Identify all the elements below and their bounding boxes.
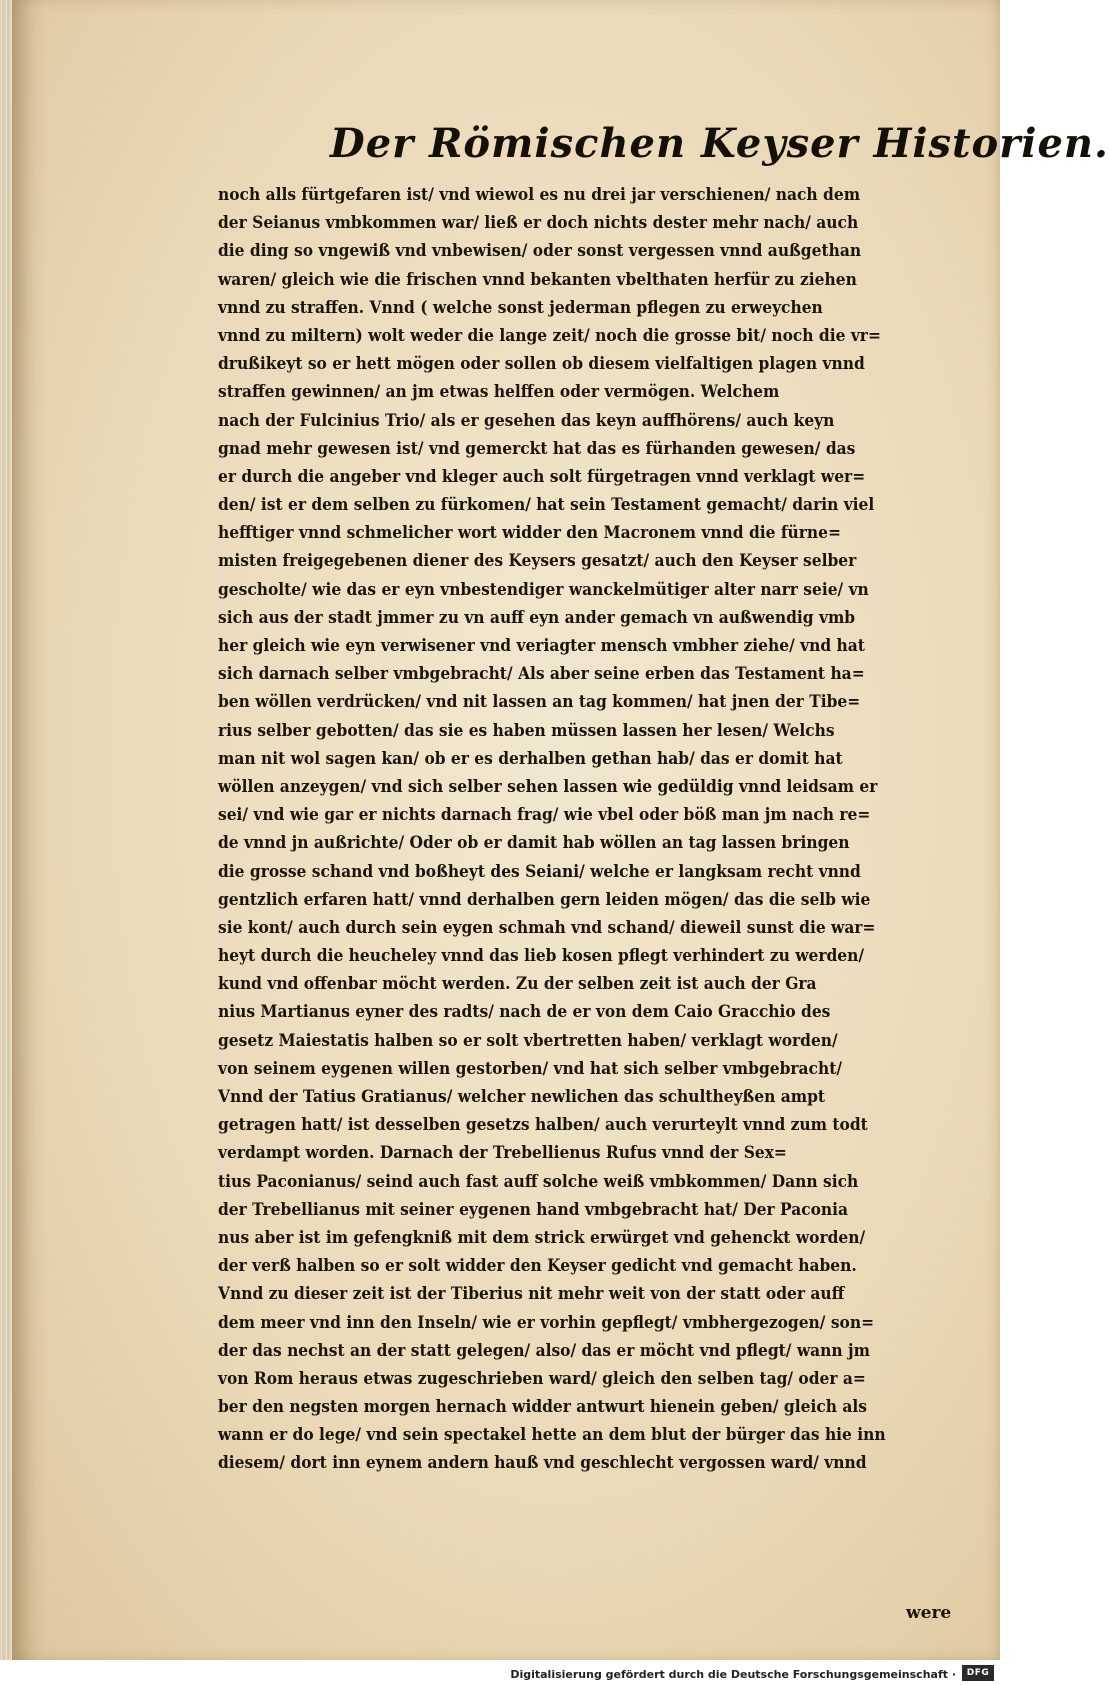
- text-line: heyt durch die heucheley vnnd das lieb kosen pflegt verhindert zu werden/: [218, 945, 865, 966]
- text-line: die ding so vngewiß vnd vnbewisen/ oder sonst vergessen vnnd außgethan: [218, 240, 862, 261]
- text-block: [218, 180, 978, 1477]
- text-line: wann er do lege/ vnd sein spectakel hette an dem blut der bürger das hie inn: [218, 1424, 886, 1445]
- text-line: nach der Fulcinius Trio/ als er gesehen das keyn auffhörens/ auch keyn: [218, 409, 835, 430]
- text-line: noch alls fürtgefaren ist/ vnd wiewol es nu drei jar verschienen/ nach dem: [218, 184, 861, 204]
- text-line: gnad mehr gewesen ist/ vnd gemerckt hat das es fürhanden gewesen/ das: [218, 437, 856, 458]
- text-line: dem meer vnd inn den Inseln/ wie er vorhin gepflegt/ vmbhergezogen/ son=: [218, 1311, 875, 1332]
- text-line: rius selber gebotten/ das sie es haben müssen lassen her lesen/ Welchs: [218, 719, 835, 740]
- catchword: were: [906, 1603, 952, 1623]
- text-line: er durch die angeber vnd kleger auch solt fürgetragen vnnd verklagt wer=: [218, 465, 866, 486]
- text-line: kund vnd offenbar möcht werden. Zu der selben zeit ist auch der Gra: [218, 973, 817, 994]
- text-line: vnnd zu miltern) wolt weder die lange zeit/ noch die grosse bit/ noch die vr=: [218, 324, 881, 345]
- text-line: Vnnd zu dieser zeit ist der Tiberius nit mehr weit von der statt oder auff: [218, 1283, 845, 1304]
- text-line: die grosse schand vnd boßheyt des Seiani/ welche er langksam recht vnnd: [218, 860, 861, 881]
- text-line: der Trebellianus mit seiner eygenen hand vmbgebracht hat/ Der Paconia: [218, 1198, 849, 1219]
- text-line: nius Martianus eyner des radts/ nach de er von dem Caio Gracchio des: [218, 1001, 831, 1022]
- text-line: gesetz Maiestatis halben so er solt vbertretten haben/ verklagt worden/: [218, 1029, 838, 1050]
- text-line: sei/ vnd wie gar er nichts darnach frag/ wie vbel oder böß man jm nach re=: [218, 804, 871, 825]
- text-line: den/ ist er dem selben zu fürkomen/ hat sein Testament gemacht/ darin viel: [218, 494, 875, 515]
- text-line: von Rom heraus etwas zugeschrieben ward/ gleich den selben tag/ oder a=: [218, 1367, 866, 1388]
- text-line: gescholte/ wie das er eyn vnbestendiger wanckelmütiger alter narr seie/ vn: [218, 578, 869, 599]
- text-line: man nit wol sagen kan/ ob er es derhalben gethan hab/ das er domit hat: [218, 747, 843, 768]
- text-line: misten freigegebenen diener des Keysers gesatzt/ auch den Keyser selber: [218, 550, 857, 571]
- text-line: diesem/ dort inn eynem andern hauß vnd geschlecht vergossen ward/ vnnd: [218, 1452, 867, 1473]
- text-line: ber den negsten morgen hernach widder antwurt hienein geben/ gleich als: [218, 1396, 867, 1417]
- text-line: nus aber ist im gefengkniß mit dem strick erwürget vnd gehenckt worden/: [218, 1226, 866, 1247]
- text-line: wöllen anzeygen/ vnd sich selber sehen lassen wie gedüldig vnnd leidsam er: [218, 775, 878, 796]
- text-line: Vnnd der Tatius Gratianus/ welcher newlichen das schultheyßen ampt: [218, 1086, 826, 1106]
- text-line: straffen gewinnen/ an jm etwas helffen oder vermögen. Welchem: [218, 381, 780, 402]
- text-line: getragen hatt/ ist desselben gesetzs halben/ auch verurteylt vnnd zum todt: [218, 1114, 868, 1135]
- dfg-logo-icon: DFG: [962, 1665, 994, 1681]
- text-line: gentzlich erfaren hatt/ vnnd derhalben gern leiden mögen/ das die selb wie: [218, 888, 871, 909]
- text-line: sich darnach selber vmbgebracht/ Als aber seine erben das Testament ha=: [218, 663, 865, 684]
- text-line: der das nechst an der statt gelegen/ also/ das er möcht vnd pflegt/ wann jm: [218, 1339, 870, 1360]
- text-line: sich aus der stadt jmmer zu vn auff eyn ander gemach vn außwendig vmb: [218, 606, 856, 627]
- text-line: drußikeyt so er hett mögen oder sollen ob diesem vielfaltigen plagen vnnd: [218, 353, 865, 374]
- digitization-credit: Digitalisierung gefördert durch die Deutsche Forschungsgemeinschaft ·: [510, 1668, 956, 1681]
- text-line: waren/ gleich wie die frischen vnnd bekanten vbelthaten herfür zu ziehen: [218, 268, 857, 289]
- text-line: der verß halben so er solt widder den Keyser gedicht vnd gemacht haben.: [218, 1255, 857, 1276]
- text-line: sie kont/ auch durch sein eygen schmah vnd schand/ dieweil sunst die war=: [218, 916, 876, 937]
- text-line: verdampt worden. Darnach der Trebellienus Rufus vnnd der Sex=: [218, 1142, 787, 1163]
- text-line: tius Paconianus/ seind auch fast auff solche weiß vmbkommen/ Dann sich: [218, 1170, 859, 1191]
- text-line: der Seianus vmbkommen war/ ließ er doch nichts dester mehr nach/ auch: [218, 212, 859, 233]
- text-line: ben wöllen verdrücken/ vnd nit lassen an tag kommen/ hat jnen der Tibe=: [218, 691, 861, 712]
- text-line: her gleich wie eyn verwisener vnd veriagter mensch vmbher ziehe/ vnd hat: [218, 635, 865, 655]
- running-title: Der Römischen Keyser Historien.: [330, 120, 1109, 167]
- text-line: hefftiger vnnd schmelicher wort widder den Macronem vnnd die fürne=: [218, 522, 841, 543]
- text-line: vnnd zu straffen. Vnnd ( welche sonst jederman pflegen zu erweychen: [218, 296, 823, 317]
- text-line: von seinem eygenen willen gestorben/ vnd hat sich selber vmbgebracht/: [218, 1057, 842, 1078]
- text-line: de vnnd jn außrichte/ Oder ob er damit hab wöllen an tag lassen bringen: [218, 832, 850, 853]
